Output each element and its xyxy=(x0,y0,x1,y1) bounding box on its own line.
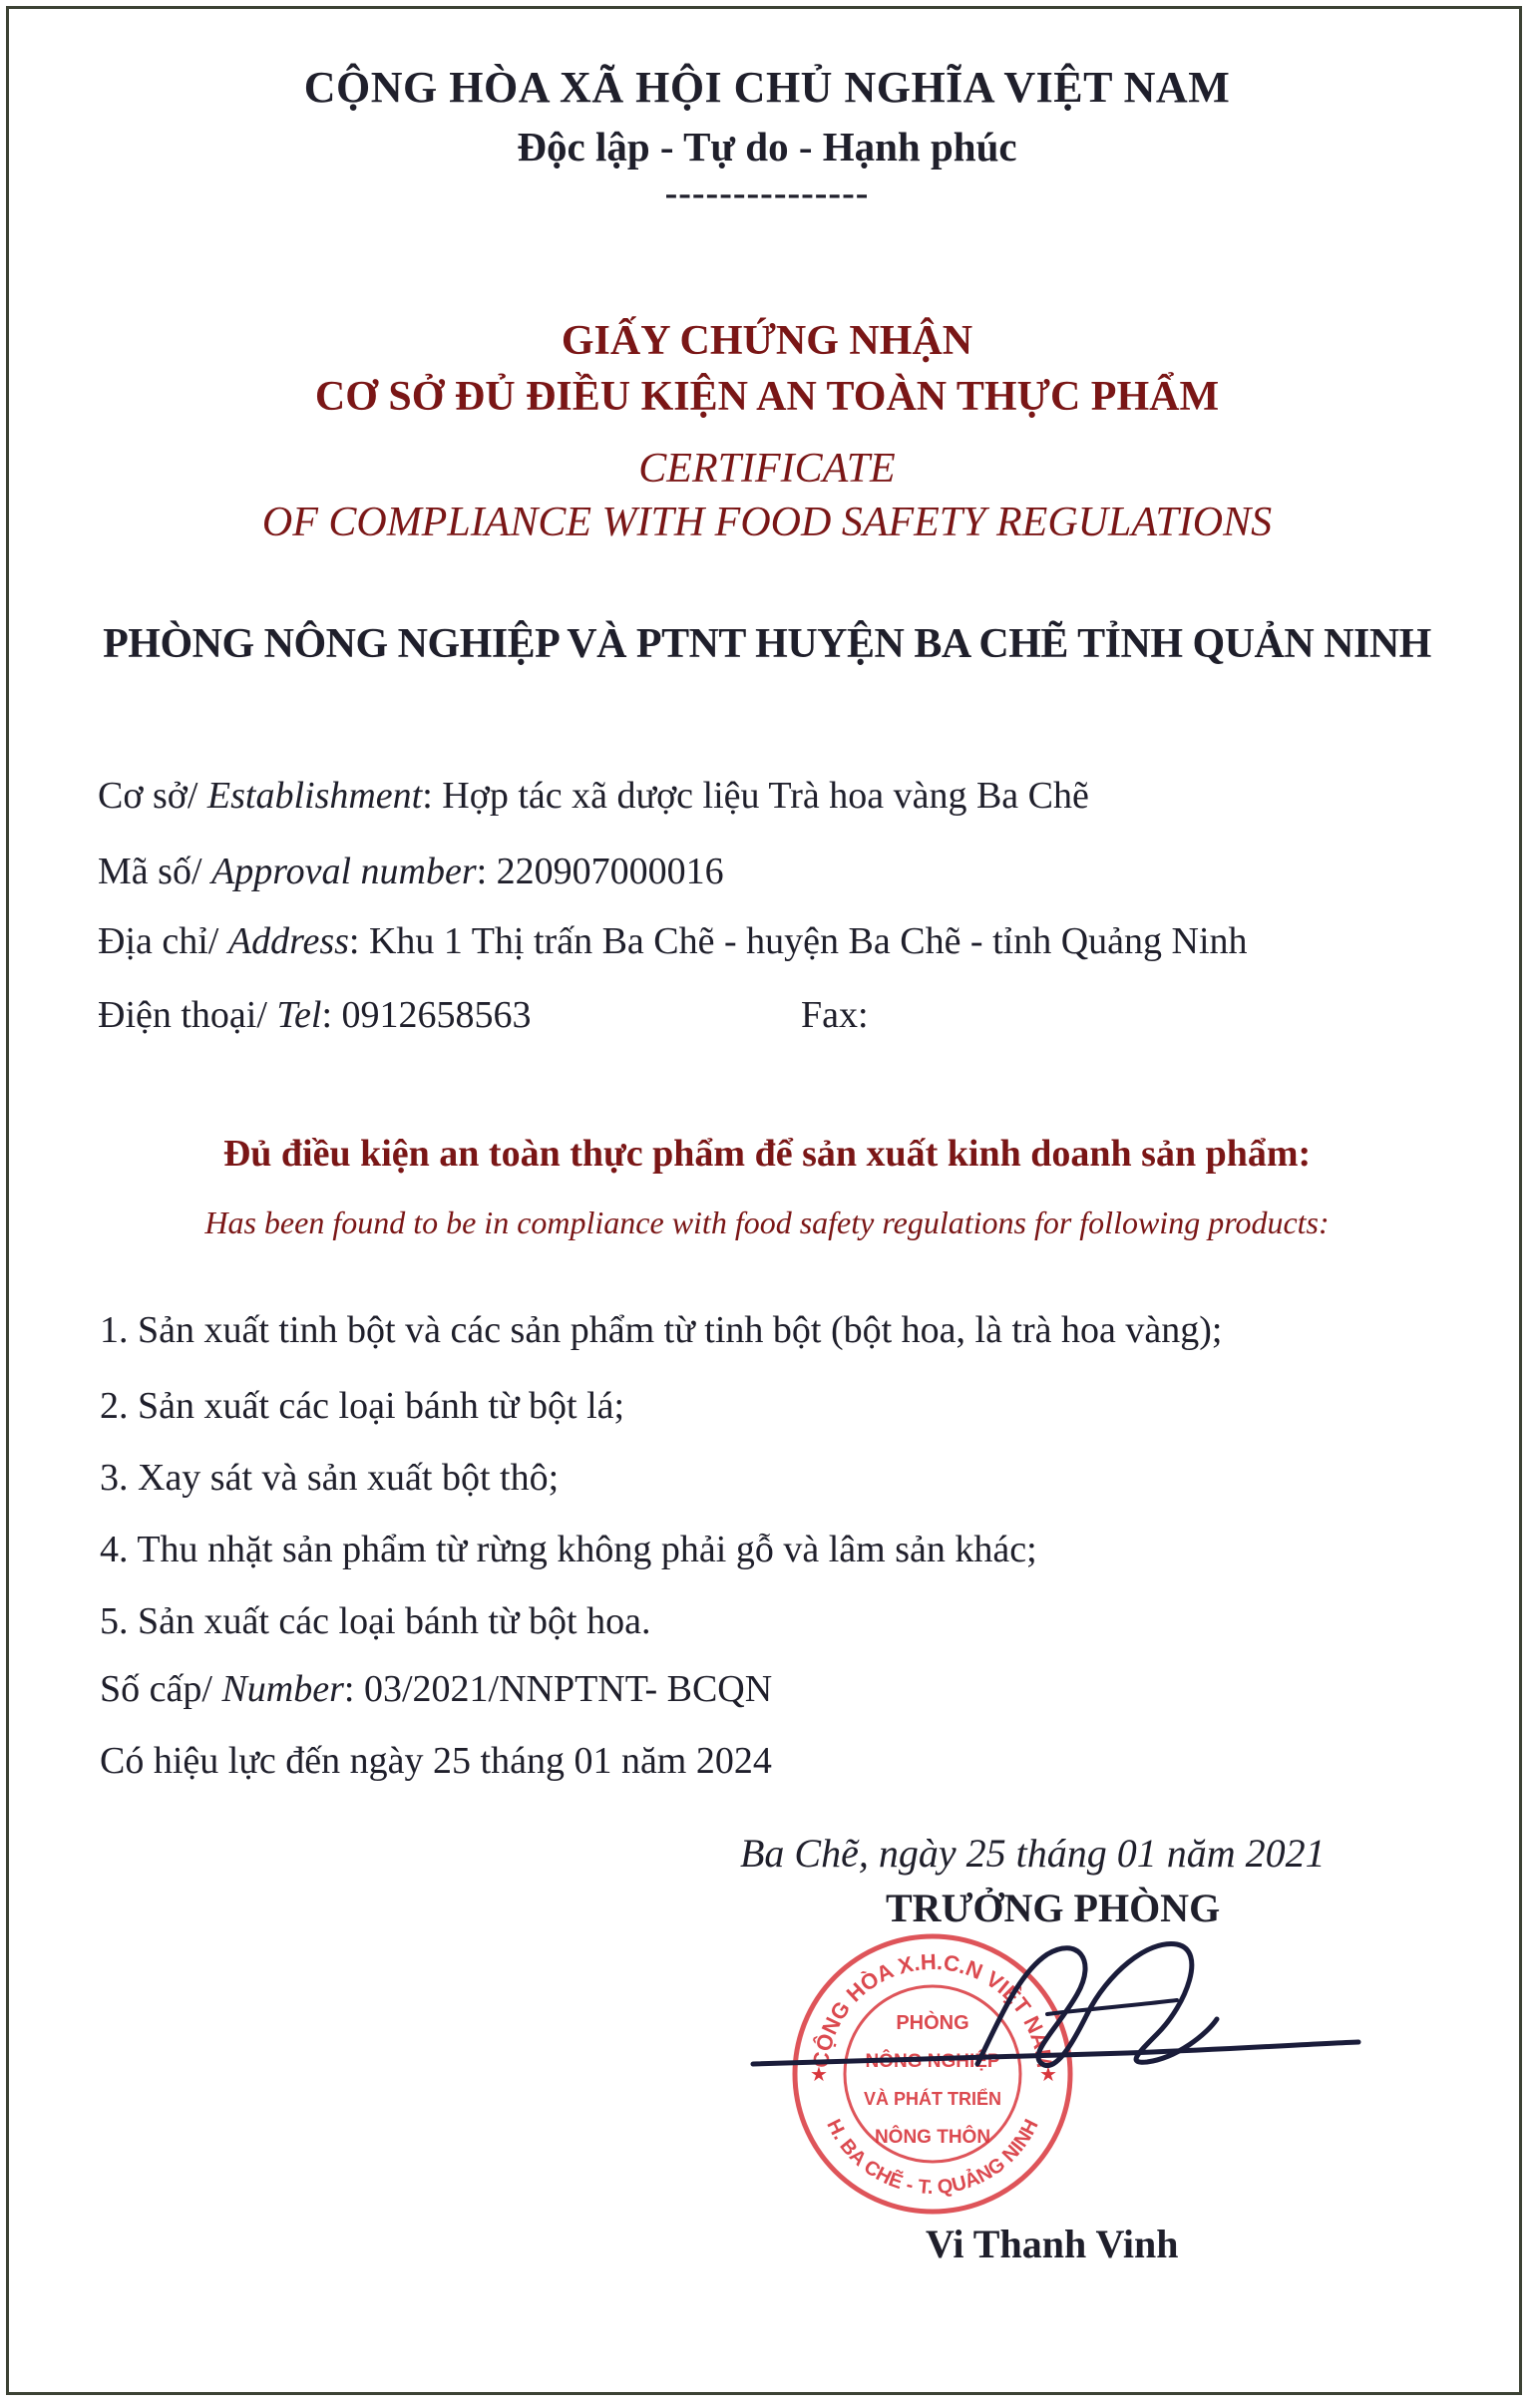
field-approval-number xyxy=(98,850,724,893)
address-label-vi: Địa chỉ/ xyxy=(98,920,228,962)
handwritten-signature xyxy=(748,1914,1366,2154)
product-item: 5. Sản xuất các loại bánh từ bột hoa. xyxy=(100,1600,651,1642)
establishment-label-vi: Cơ sở/ xyxy=(98,775,207,817)
signer-title: TRƯỞNG PHÒNG xyxy=(886,1886,1221,1930)
phone-value: : 0912658563 xyxy=(321,994,532,1036)
product-item: 3. Xay sát và sản xuất bột thô; xyxy=(100,1457,560,1499)
certificate-title-vi: GIẤY CHỨNG NHẬN xyxy=(561,318,973,364)
header-separator: --------------- xyxy=(664,172,870,214)
number-label-vi: Số cấp/ xyxy=(100,1668,222,1710)
approval-value: : 220907000016 xyxy=(476,851,724,892)
seal-line-2: NÔNG NGHIỆP xyxy=(865,2051,1000,2072)
seal-line-1: PHÒNG xyxy=(896,2012,969,2034)
national-title: CỘNG HÒA XÃ HỘI CHỦ NGHĨA VIỆT NAM xyxy=(303,63,1231,112)
seal-ring-top: CỘNG HÒA X.H.C.N VIỆT NAM xyxy=(808,1948,1058,2070)
compliance-statement-vi: Đủ điều kiện an toàn thực phẩm để sản xuất kinh doanh sản phẩm: xyxy=(222,1133,1312,1175)
certificate-subtitle-vi: CƠ SỞ ĐỦ ĐIỀU KIỆN AN TOÀN THỰC PHẨM xyxy=(314,374,1220,420)
address-value: : Khu 1 Thị trấn Ba Chẽ - huyện Ba Chẽ - tỉnh Quảng Ninh xyxy=(348,920,1248,962)
certificate-title-en: CERTIFICATE xyxy=(638,446,896,492)
number-label-en: Number xyxy=(221,1668,344,1710)
approval-label-en: Approval number xyxy=(211,851,477,892)
national-motto: Độc lập - Tự do - Hạnh phúc xyxy=(517,124,1017,170)
product-item: 1. Sản xuất tinh bột và các sản phẩm từ tinh bột (bột hoa, là trà hoa vàng); xyxy=(100,1309,1223,1351)
seal-ring-bottom: H. BA CHẼ - T. QUẢNG NINH xyxy=(822,2116,1043,2200)
establishment-value: : Hợp tác xã dược liệu Trà hoa vàng Ba Chẽ xyxy=(422,775,1089,817)
certificate-number xyxy=(100,1667,772,1711)
issuing-department: PHÒNG NÔNG NGHIỆP VÀ PTNT HUYỆN BA CHẼ TỈNH QUẢN NINH xyxy=(103,621,1431,667)
address-label-en: Address xyxy=(227,920,349,962)
signing-place-date: Ba Chẽ, ngày 25 tháng 01 năm 2021 xyxy=(740,1831,1326,1876)
phone-label-vi: Điện thoại/ xyxy=(98,994,277,1036)
compliance-statement-en: Has been found to be in compliance with food safety regulations for following products: xyxy=(204,1204,1330,1240)
product-item: 2. Sản xuất các loại bánh từ bột lá; xyxy=(100,1385,625,1427)
approval-label-vi: Mã số/ xyxy=(98,851,211,892)
seal-line-4: NÔNG THÔN xyxy=(874,2127,991,2148)
establishment-label-en: Establishment xyxy=(206,775,423,817)
seal-star-icon: ★ xyxy=(1039,2064,1057,2086)
field-fax: Fax: xyxy=(801,994,869,1036)
validity-date: Có hiệu lực đến ngày 25 tháng 01 năm 2024 xyxy=(100,1740,772,1782)
seal-star-icon: ★ xyxy=(810,2064,828,2086)
number-value: : 03/2021/NNPTNT- BCQN xyxy=(343,1668,773,1710)
signer-name: Vi Thanh Vinh xyxy=(926,2222,1179,2266)
field-address xyxy=(98,919,1248,963)
product-item: 4. Thu nhặt sản phẩm từ rừng không phải gỗ và lâm sản khác; xyxy=(100,1529,1037,1570)
field-phone xyxy=(98,993,532,1037)
field-establishment xyxy=(98,774,1089,818)
phone-label-en: Tel xyxy=(276,994,322,1036)
seal-line-3: VÀ PHÁT TRIỂN xyxy=(863,2089,1002,2109)
certificate-subtitle-en: OF COMPLIANCE WITH FOOD SAFETY REGULATIONS xyxy=(261,500,1273,545)
